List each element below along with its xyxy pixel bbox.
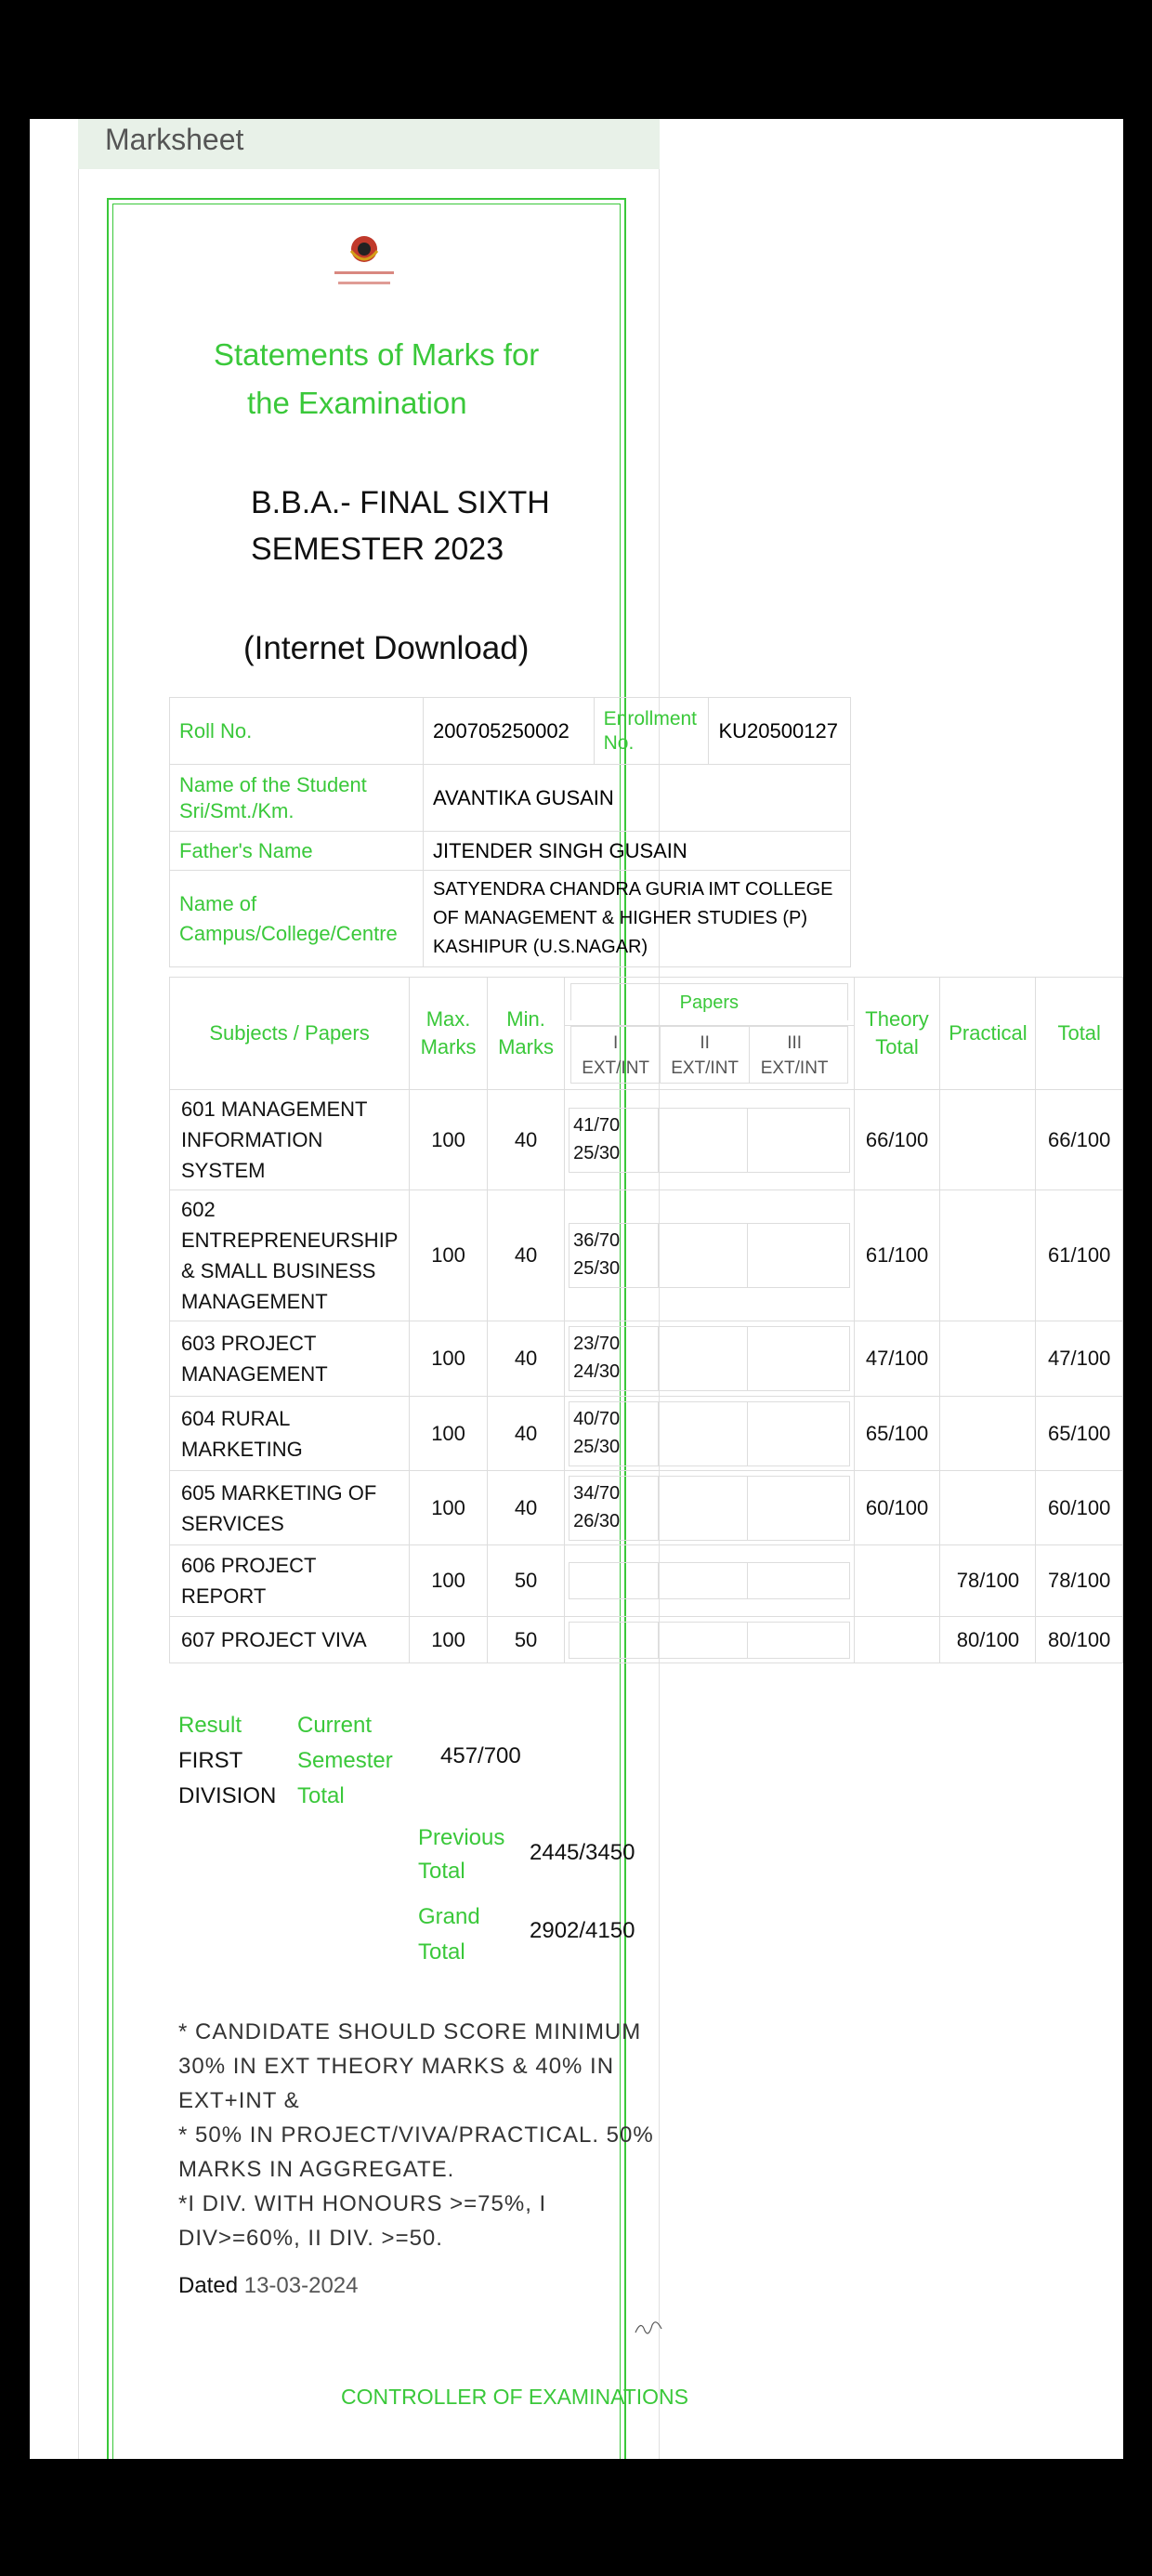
table-row — [170, 1545, 1123, 1617]
paper-col-i-label: I — [612, 1033, 619, 1053]
paper-marks — [565, 1090, 855, 1190]
ext-mark: 23/70 — [573, 1334, 621, 1354]
name-label: Name of the Student Sri/Smt./Km. — [170, 765, 424, 832]
total-marks: 61/100 — [1036, 1190, 1123, 1321]
ext-int-label-1: EXT/INT — [582, 1058, 650, 1078]
statement-title — [214, 331, 604, 427]
max-marks: 100 — [410, 1617, 488, 1663]
int-mark: 25/30 — [573, 1142, 621, 1163]
course-line2: SEMESTER 2023 — [251, 532, 504, 567]
min-marks: 40 — [488, 1321, 565, 1397]
table-row — [170, 1397, 1123, 1471]
current-total-value: 457/700 — [440, 1743, 521, 1768]
table-row — [170, 1190, 1123, 1321]
int-mark: 26/30 — [573, 1510, 621, 1531]
grand-total-label: Grand Total — [418, 1904, 480, 1965]
ext-int-label-3: EXT/INT — [760, 1058, 829, 1078]
subject-name: 601 MANAGEMENT INFORMATION SYSTEM — [170, 1090, 410, 1190]
th-total: Total — [1036, 978, 1123, 1090]
papers-label: Papers — [570, 983, 848, 1020]
subject-name: 607 PROJECT VIVA — [170, 1617, 410, 1663]
int-mark: 24/30 — [573, 1361, 621, 1382]
th-theory-total: Theory Total — [854, 978, 940, 1090]
min-marks: 40 — [488, 1397, 565, 1471]
table-row — [170, 1321, 1123, 1397]
paper-marks — [565, 1321, 855, 1397]
result-label: Result — [178, 1713, 242, 1738]
total-marks: 47/100 — [1036, 1321, 1123, 1397]
total-marks: 66/100 — [1036, 1090, 1123, 1190]
th-practical: Practical — [940, 978, 1036, 1090]
min-marks: 50 — [488, 1617, 565, 1663]
header-title: Marksheet — [105, 123, 244, 156]
th-max: Max. Marks — [410, 978, 488, 1090]
statement-title-line1: Statements of Marks for — [214, 337, 540, 372]
date-line — [178, 2273, 358, 2299]
result-value: FIRST DIVISION — [178, 1748, 277, 1808]
note-line-2: * 50% IN PROJECT/VIVA/PRACTICAL. 50% MARKS IN AGGREGATE. — [178, 2123, 654, 2182]
roll-value: 200705250002 — [424, 698, 595, 765]
previous-total-label: Previous Total — [418, 1825, 505, 1884]
max-marks: 100 — [410, 1397, 488, 1471]
th-papers — [565, 978, 855, 1026]
max-marks: 100 — [410, 1545, 488, 1617]
subject-name: 605 MARKETING OF SERVICES — [170, 1471, 410, 1545]
father-label: Father's Name — [170, 832, 424, 871]
theory-total — [854, 1545, 940, 1617]
practical-marks: 78/100 — [940, 1545, 1036, 1617]
grand-total-value: 2902/4150 — [530, 1918, 635, 1943]
paper-subheaders — [565, 1026, 855, 1090]
roll-label: Roll No. — [170, 698, 424, 765]
max-marks: 100 — [410, 1190, 488, 1321]
total-marks: 60/100 — [1036, 1471, 1123, 1545]
th-subject: Subjects / Papers — [170, 978, 410, 1090]
total-marks: 65/100 — [1036, 1397, 1123, 1471]
course-line1: B.B.A.- FINAL SIXTH — [251, 485, 550, 520]
header-bar — [78, 119, 660, 169]
min-marks: 40 — [488, 1190, 565, 1321]
practical-marks — [940, 1090, 1036, 1190]
paper-marks — [565, 1617, 855, 1663]
paper-col-i — [571, 1027, 661, 1083]
practical-marks — [940, 1190, 1036, 1321]
table-row — [170, 1471, 1123, 1545]
marksheet-page — [30, 119, 1123, 2459]
practical-marks: 80/100 — [940, 1617, 1036, 1663]
enrollment-value: KU20500127 — [709, 698, 851, 765]
min-marks: 40 — [488, 1471, 565, 1545]
paper-marks — [565, 1545, 855, 1617]
theory-total — [854, 1617, 940, 1663]
student-info-table — [169, 697, 851, 967]
min-marks: 50 — [488, 1545, 565, 1617]
paper-marks — [565, 1190, 855, 1321]
ext-mark: 41/70 — [573, 1114, 621, 1136]
table-row — [170, 1617, 1123, 1663]
download-note: (Internet Download) — [243, 630, 530, 666]
max-marks: 100 — [410, 1090, 488, 1190]
note-line-1: * CANDIDATE SHOULD SCORE MINIMUM 30% IN EXT THEORY MARKS & 40% IN EXT+INT & — [178, 2019, 642, 2113]
ext-int-label-2: EXT/INT — [671, 1058, 740, 1078]
theory-total: 60/100 — [854, 1471, 940, 1545]
subject-name: 604 RURAL MARKETING — [170, 1397, 410, 1471]
enrollment-label: Enrollment No. — [594, 698, 709, 765]
ext-mark: 34/70 — [573, 1482, 621, 1504]
course-title — [251, 480, 622, 572]
subject-name: 606 PROJECT REPORT — [170, 1545, 410, 1617]
name-value: AVANTIKA GUSAIN — [424, 765, 851, 832]
theory-total: 61/100 — [854, 1190, 940, 1321]
practical-marks — [940, 1471, 1036, 1545]
paper-marks — [565, 1397, 855, 1471]
subject-name: 603 PROJECT MANAGEMENT — [170, 1321, 410, 1397]
ext-mark: 36/70 — [573, 1230, 621, 1251]
int-mark: 25/30 — [573, 1436, 621, 1457]
paper-marks — [565, 1471, 855, 1545]
paper-col-iii — [750, 1027, 839, 1083]
max-marks: 100 — [410, 1321, 488, 1397]
father-value: JITENDER SINGH GUSAIN — [424, 832, 851, 871]
current-total-label: Current Semester Total — [297, 1713, 393, 1808]
table-row — [170, 1090, 1123, 1190]
total-marks: 78/100 — [1036, 1545, 1123, 1617]
marks-table — [169, 977, 1123, 1663]
university-logo-icon — [329, 230, 399, 299]
subject-name: 602 ENTREPRENEURSHIP & SMALL BUSINESS MANAGEMENT — [170, 1190, 410, 1321]
note-line-3: *I DIV. WITH HONOURS >=75%, I DIV>=60%, II DIV. >=50. — [178, 2191, 547, 2251]
ext-mark: 40/70 — [573, 1408, 621, 1429]
th-min: Min. Marks — [488, 978, 565, 1090]
theory-total: 65/100 — [854, 1397, 940, 1471]
previous-total-value: 2445/3450 — [530, 1840, 635, 1865]
paper-col-iii-label: III — [787, 1033, 803, 1053]
int-mark: 25/30 — [573, 1258, 621, 1279]
theory-total: 66/100 — [854, 1090, 940, 1190]
eligibility-notes — [178, 2015, 661, 2255]
paper-col-ii — [661, 1027, 750, 1083]
college-value: SATYENDRA CHANDRA GURIA IMT COLLEGE OF MANAGEMENT & HIGHER STUDIES (P) KASHIPUR (U.S.NAGAR) — [424, 871, 851, 967]
controller-title: CONTROLLER OF EXAMINATIONS — [341, 2385, 689, 2409]
paper-col-ii-label: II — [700, 1033, 710, 1053]
college-label: Name of Campus/College/Centre — [170, 871, 424, 967]
practical-marks — [940, 1397, 1036, 1471]
min-marks: 40 — [488, 1090, 565, 1190]
max-marks: 100 — [410, 1471, 488, 1545]
statement-title-line2: the Examination — [247, 386, 467, 420]
practical-marks — [940, 1321, 1036, 1397]
theory-total: 47/100 — [854, 1321, 940, 1397]
dated-label: Dated — [178, 2273, 239, 2298]
signature-icon — [632, 2314, 665, 2340]
total-marks: 80/100 — [1036, 1617, 1123, 1663]
dated-value: 13-03-2024 — [243, 2273, 359, 2298]
